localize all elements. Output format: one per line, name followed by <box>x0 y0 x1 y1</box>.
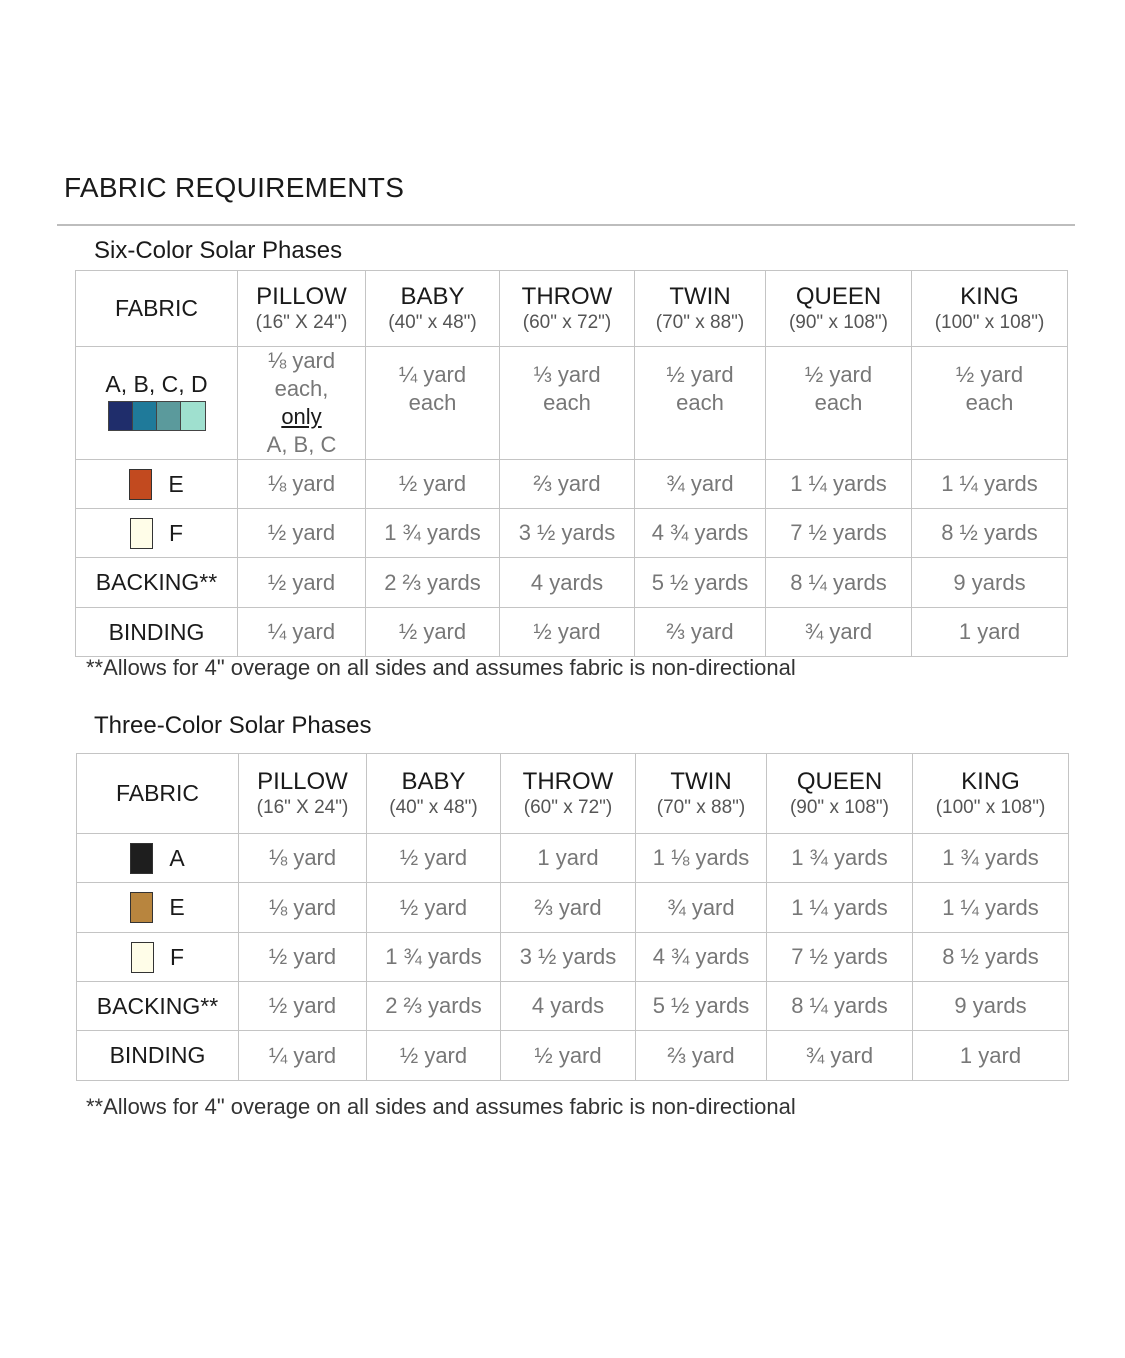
table-cell: ⅔ yard <box>636 1031 767 1081</box>
fabric-header: FABRIC <box>76 271 238 347</box>
table-cell: ¾ yard <box>767 1031 913 1081</box>
size-header-twin: TWIN (70" x 88") <box>635 271 766 347</box>
table-cell: ½ yard <box>239 982 367 1031</box>
six-color-section-title: Six-Color Solar Phases <box>94 237 343 264</box>
row-label-abcd: A, B, C, D <box>76 347 238 460</box>
table-cell: 1 ¼ yards <box>767 883 913 933</box>
six-color-footnote: **Allows for 4" overage on all sides and assumes fabric is non-directional <box>86 655 796 680</box>
table-cell: 5 ½ yards <box>636 982 767 1031</box>
table-cell: ½ yard <box>238 509 366 558</box>
table-cell: ¼ yard <box>239 1031 367 1081</box>
table-cell: ½ yard each <box>912 347 1068 460</box>
table-cell: 2 ⅔ yards <box>367 982 501 1031</box>
title-divider <box>57 224 1075 226</box>
table-cell: ½ yard <box>367 883 501 933</box>
swatch-e <box>129 469 152 500</box>
row-label-f: F <box>76 509 238 558</box>
table-cell: ¾ yard <box>636 883 767 933</box>
table-cell: 2 ⅔ yards <box>366 558 500 608</box>
table-cell: ½ yard <box>238 558 366 608</box>
table-cell: ½ yard each <box>766 347 912 460</box>
table-cell: 1 yard <box>913 1031 1069 1081</box>
table-cell: ½ yard <box>367 1031 501 1081</box>
table-cell: ⅛ yard <box>239 883 367 933</box>
table-cell: 5 ½ yards <box>635 558 766 608</box>
size-header-twin: TWIN (70" x 88") <box>636 754 767 834</box>
table-cell: ⅛ yard <box>239 834 367 883</box>
table-cell: 8 ¼ yards <box>767 982 913 1031</box>
table-cell: ⅔ yard <box>635 608 766 657</box>
row-label-a: A <box>77 834 239 883</box>
table-cell: ⅛ yard <box>238 460 366 509</box>
three-color-footnote: **Allows for 4" overage on all sides and assumes fabric is non-directional <box>86 1094 796 1119</box>
table-cell: ⅔ yard <box>500 460 635 509</box>
table-cell: ½ yard <box>366 460 500 509</box>
table-cell: 1 yard <box>912 608 1068 657</box>
row-label-e: E <box>77 883 239 933</box>
table-cell: 1 ¼ yards <box>913 883 1069 933</box>
table-cell: 1 ¾ yards <box>367 933 501 982</box>
table-row-binding <box>77 1031 1069 1081</box>
swatch-c <box>157 402 181 430</box>
table-cell: ½ yard <box>367 834 501 883</box>
table-cell: 4 ¾ yards <box>636 933 767 982</box>
swatch-f <box>130 518 153 549</box>
page-title: FABRIC REQUIREMENTS <box>64 172 405 203</box>
row-label-binding: BINDING <box>76 608 238 657</box>
table-cell: 1 ¾ yards <box>366 509 500 558</box>
table-cell: 7 ½ yards <box>767 933 913 982</box>
table-cell: 1 ¾ yards <box>913 834 1069 883</box>
row-label-binding: BINDING <box>77 1031 239 1081</box>
table-row-binding <box>76 608 1068 657</box>
table-cell: 1 ⅛ yards <box>636 834 767 883</box>
table-cell: 1 ¾ yards <box>767 834 913 883</box>
row-label-f: F <box>77 933 239 982</box>
table-cell: 4 yards <box>501 982 636 1031</box>
table-cell: ¾ yard <box>766 608 912 657</box>
table-cell: ½ yard each <box>635 347 766 460</box>
row-label-backing: BACKING** <box>76 558 238 608</box>
six-color-table <box>75 270 1068 657</box>
header-row <box>77 754 1069 834</box>
swatch-a <box>130 843 153 874</box>
table-row-backing <box>76 558 1068 608</box>
table-cell: ½ yard <box>501 1031 636 1081</box>
table-cell: ⅓ yard each <box>500 347 635 460</box>
table-cell: ½ yard <box>500 608 635 657</box>
size-header-pillow: PILLOW (16" X 24") <box>238 271 366 347</box>
table-cell: 8 ½ yards <box>912 509 1068 558</box>
three-color-table <box>76 753 1069 1081</box>
table-cell: ⅔ yard <box>501 883 636 933</box>
size-header-throw: THROW (60" x 72") <box>501 754 636 834</box>
table-cell: ½ yard <box>239 933 367 982</box>
table-cell: 9 yards <box>913 982 1069 1031</box>
table-row-e <box>76 460 1068 509</box>
table-cell: 8 ½ yards <box>913 933 1069 982</box>
table-cell: ¼ yard each <box>366 347 500 460</box>
table-cell: 4 ¾ yards <box>635 509 766 558</box>
three-color-section-title: Three-Color Solar Phases <box>94 712 372 739</box>
size-header-baby: BABY (40" x 48") <box>367 754 501 834</box>
swatch-a <box>109 402 133 430</box>
table-row-e <box>77 883 1069 933</box>
table-cell: 1 yard <box>501 834 636 883</box>
size-header-baby: BABY (40" x 48") <box>366 271 500 347</box>
fabric-swatch-strip <box>108 401 206 431</box>
swatch-b <box>133 402 157 430</box>
fabric-header: FABRIC <box>77 754 239 834</box>
size-header-queen: QUEEN (90" x 108") <box>767 754 913 834</box>
header-row <box>76 271 1068 347</box>
table-row-abcd <box>76 347 1068 460</box>
table-cell: 7 ½ yards <box>766 509 912 558</box>
table-row-f <box>76 509 1068 558</box>
swatch-e <box>130 892 153 923</box>
table-cell: ½ yard <box>366 608 500 657</box>
table-cell: 3 ½ yards <box>501 933 636 982</box>
table-cell: ¾ yard <box>635 460 766 509</box>
table-cell: ⅛ yard each, only A, B, C <box>238 347 366 460</box>
size-header-pillow: PILLOW (16" X 24") <box>239 754 367 834</box>
table-cell: ¼ yard <box>238 608 366 657</box>
size-header-king: KING (100" x 108") <box>913 754 1069 834</box>
table-cell: 1 ¼ yards <box>912 460 1068 509</box>
size-header-queen: QUEEN (90" x 108") <box>766 271 912 347</box>
table-row-backing <box>77 982 1069 1031</box>
row-label-e: E <box>76 460 238 509</box>
size-header-throw: THROW (60" x 72") <box>500 271 635 347</box>
swatch-f <box>131 942 154 973</box>
table-cell: 3 ½ yards <box>500 509 635 558</box>
row-label-backing: BACKING** <box>77 982 239 1031</box>
table-cell: 1 ¼ yards <box>766 460 912 509</box>
table-row-f <box>77 933 1069 982</box>
table-row-a <box>77 834 1069 883</box>
table-cell: 4 yards <box>500 558 635 608</box>
table-cell: 8 ¼ yards <box>766 558 912 608</box>
swatch-d <box>181 402 205 430</box>
size-header-king: KING (100" x 108") <box>912 271 1068 347</box>
table-cell: 9 yards <box>912 558 1068 608</box>
